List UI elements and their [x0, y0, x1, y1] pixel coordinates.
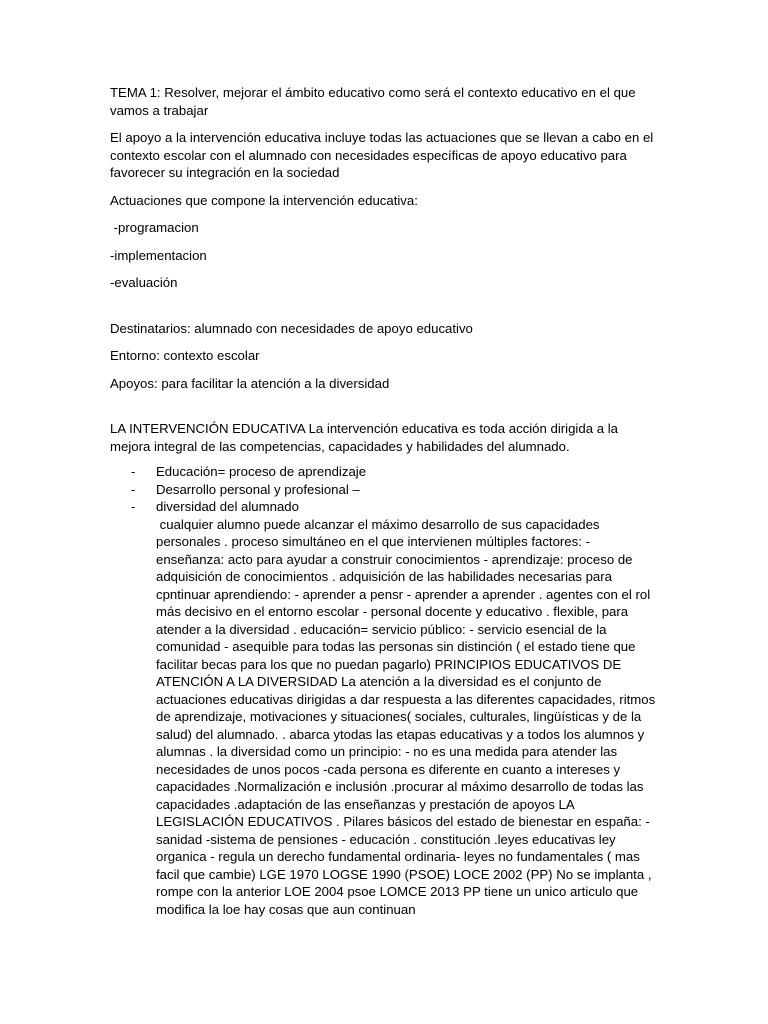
- actuaciones-heading: Actuaciones que compone la intervención educativa:: [110, 192, 418, 208]
- tema-heading: TEMA 1: Resolver, mejorar el ámbito educativo como será el contexto educativo en el que vamos a trabajar: [110, 85, 636, 118]
- list-item: - Educación= proceso de aprendizaje: [110, 463, 658, 481]
- spacer: [110, 402, 658, 420]
- apoyos-line: Apoyos: para facilitar la atención a la diversidad: [110, 375, 390, 391]
- list-item: - diversidad del alumnado: [110, 498, 658, 516]
- long-paragraph: cualquier alumno puede alcanzar el máximo desarrollo de sus capacidades personales . proceso simultáneo en el que intervienen múltiples factores: - enseñanza: acto para ayudar a construir conocimientos - aprendizaje: proceso de adquisición de conocimientos . adquisición de las habilidades necesarias para cpntinuar aprendiendo: - aprender a pensr - aprender a aprender . agentes con el rol más decisivo en el entorno escolar - personal docente y educativo . flexible, para atender a la diversidad . educación= servicio público: - servicio esencial de la comunidad - asequible para todas las personas sin distinción ( el estado tiene que facilitar becas para los que no puedan pagarlo) PRINCIPIOS EDUCATIVOS DE ATENCIÓN A LA DIVERSIDAD La atención a la diversidad es el conjunto de actuaciones educativas dirigidas a dar respuesta a las diferentes capacidades, ritmos de aprendizaje, motivaciones y situaciones( sociales, culturales, lingüísticas y de la salud) del alumnado. . abarca ytodas las etapas educativas y a todos los alumnos y alumnas . la diversidad como un principio: - no es una medida para atender las necesidades de unos pocos -cada persona es diferente en cuanto a intereses y capacidades .Normalización e inclusión .procurar al máximo desarrollo de todas las capacidades .adaptación de las enseñanzas y prestación de apoyos LA LEGISLACIÓN EDUCATIVOS . Pilares básicos del estado de bienestar en españa: - sanidad -sistema de pensiones - educación . constitución .leyes educativas ley organica - regula un derecho fundamental ordinaria- leyes no fundamentales ( mas facil que cambie) LGE 1970 LOGSE 1990 (PSOE) LOCE 2002 (PP) No se implanta , rompe con la anterior LOE 2004 psoe LOMCE 2013 PP tiene un unico articulo que modifica la loe hay cosas que aun continuan: [156, 516, 659, 917]
- intro-paragraph: El apoyo a la intervención educativa incluye todas las actuaciones que se llevan a cabo en el contexto escolar con el alumnado con necesidades específicas de apoyo educativo para favorecer su integración en la sociedad: [110, 130, 654, 180]
- actuacion-evaluacion: -evaluación: [110, 275, 178, 290]
- actuacion-programacion: -programacion: [110, 220, 199, 235]
- destinatarios-line: Destinatarios: alumnado con necesidades de apoyo educativo: [110, 320, 473, 336]
- list-item: - Desarrollo personal y profesional –: [110, 481, 658, 499]
- dash-list: [110, 463, 658, 516]
- intervencion-paragraph: LA INTERVENCIÓN EDUCATIVA La intervención educativa es toda acción dirigida a la mejora integral de las competencias, capacidades y habilidades del alumnado.: [110, 421, 618, 454]
- actuacion-implementacion: -implementacion: [110, 247, 207, 263]
- spacer: [110, 302, 658, 320]
- entorno-line: Entorno: contexto escolar: [110, 348, 260, 363]
